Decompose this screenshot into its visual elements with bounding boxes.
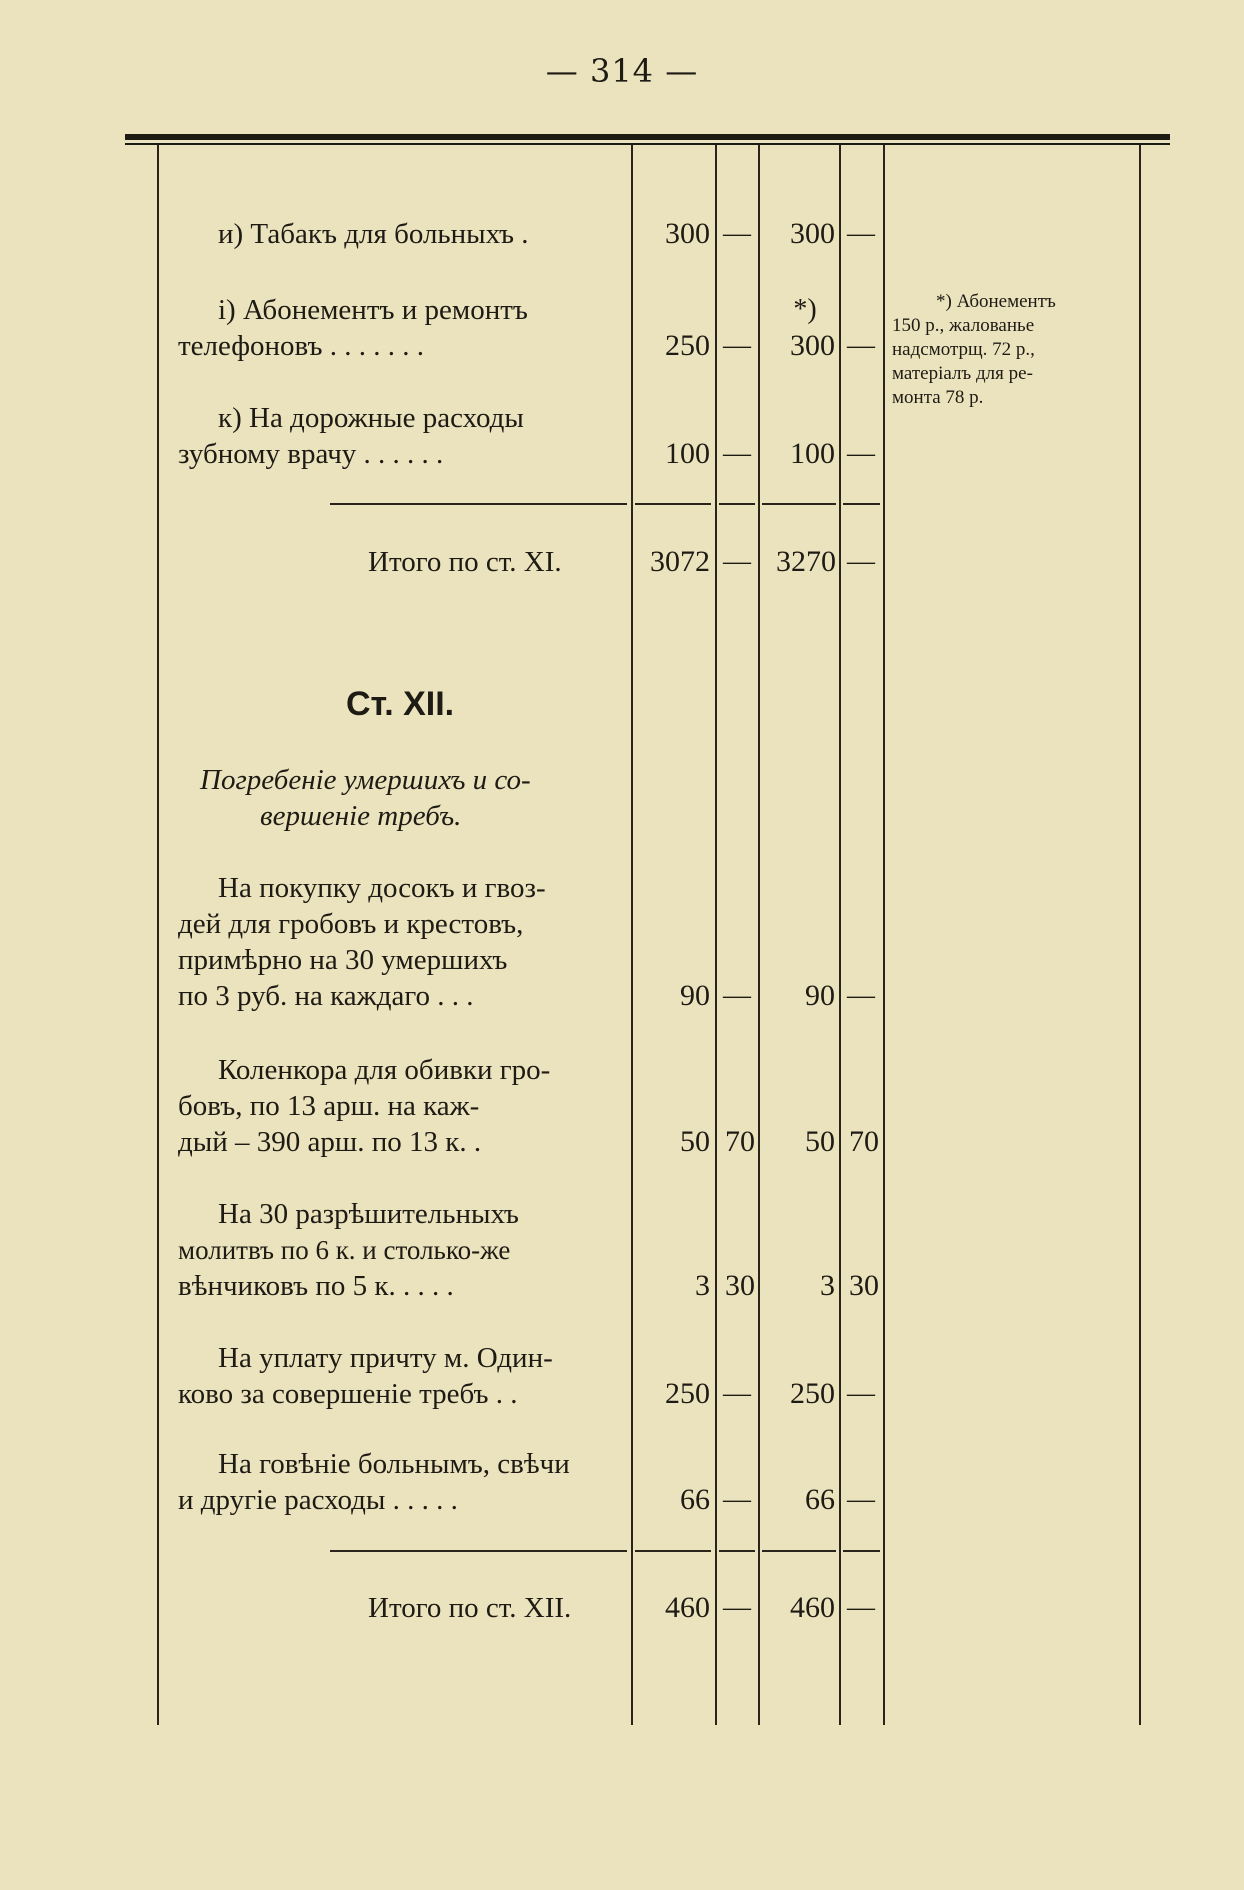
section-subtitle: вершеніе требъ. [260, 800, 462, 832]
footnote-line: 150 р., жалованье [892, 315, 1035, 336]
amount-c: 66 [805, 1483, 835, 1516]
footnote-mark: *) [793, 294, 817, 325]
sum-rule [843, 503, 880, 505]
section-title: Ст. XII. [346, 685, 455, 723]
total-c: 3270 [776, 545, 836, 578]
amount-d: — [847, 980, 875, 1011]
sum-rule [843, 1550, 880, 1552]
amount-d: — [847, 1378, 875, 1409]
sum-rule [330, 1550, 627, 1552]
amount-a: 100 [665, 437, 710, 470]
sum-rule [635, 1550, 711, 1552]
amount-d: — [847, 438, 875, 469]
amount-c: 3 [820, 1269, 835, 1302]
row-label: дый – 390 арш. по 13 к. . [178, 1126, 482, 1158]
row-label: по 3 руб. на каждаго . . . [178, 980, 474, 1012]
row-label: и другіе расходы . . . . . [178, 1484, 458, 1516]
footnote-line: монта 78 р. [892, 387, 984, 408]
amount-b: — [723, 218, 751, 249]
amount-b: 70 [725, 1125, 755, 1158]
column-line-left [157, 145, 159, 1725]
row-label: Коленкора для обивки гро- [218, 1054, 551, 1086]
total-d: — [847, 1592, 875, 1623]
row-label: бовъ, по 13 арш. на каж- [178, 1090, 480, 1122]
amount-d: — [847, 218, 875, 249]
amount-c: 300 [790, 217, 835, 250]
row-label: На уплату причту м. Один- [218, 1342, 553, 1374]
amount-c: 100 [790, 437, 835, 470]
row-label: молитвъ по 6 к. и столько-же [178, 1235, 511, 1265]
amount-c: 250 [790, 1377, 835, 1410]
amount-b: — [723, 1484, 751, 1515]
total-label: Итого по ст. XII. [368, 1592, 572, 1624]
sum-rule [762, 1550, 836, 1552]
total-c: 460 [790, 1591, 835, 1624]
column-line-e [883, 145, 885, 1725]
amount-b: 30 [725, 1269, 755, 1302]
amount-c: 50 [805, 1125, 835, 1158]
top-rule-thin [125, 143, 1170, 145]
total-a: 3072 [650, 545, 710, 578]
amount-c: 90 [805, 979, 835, 1012]
amount-b: — [723, 438, 751, 469]
footnote-line: *) Абонементъ [936, 291, 1056, 312]
amount-d: 70 [849, 1125, 879, 1158]
row-label: примѣрно на 30 умершихъ [178, 944, 508, 976]
amount-c: 300 [790, 329, 835, 362]
row-label: На 30 разрѣшительныхъ [218, 1198, 519, 1230]
total-label: Итого по ст. XI. [368, 546, 562, 578]
total-b: — [723, 546, 751, 577]
column-line-a [631, 145, 633, 1725]
section-subtitle: Погребеніе умершихъ и со- [200, 764, 531, 796]
footnote [892, 290, 1132, 410]
amount-a: 250 [665, 1377, 710, 1410]
footnote-line: надсмотрщ. 72 р., [892, 339, 1035, 360]
column-line-right [1139, 145, 1141, 1725]
amount-d: — [847, 1484, 875, 1515]
amount-b: — [723, 980, 751, 1011]
page-number: — 314 — [545, 52, 699, 90]
sum-rule [719, 1550, 755, 1552]
amount-b: — [723, 330, 751, 361]
row-label: На говѣніе больнымъ, свѣчи [218, 1448, 570, 1480]
amount-a: 90 [680, 979, 710, 1012]
sum-rule [719, 503, 755, 505]
amount-d: 30 [849, 1269, 879, 1302]
row-label: дей для гробовъ и крестовъ, [178, 908, 524, 940]
amount-d: — [847, 330, 875, 361]
amount-a: 50 [680, 1125, 710, 1158]
row-label: телефоновъ . . . . . . . [178, 330, 425, 362]
sum-rule [330, 503, 627, 505]
row-label: зубному врачу . . . . . . [178, 438, 444, 470]
top-rule [125, 134, 1170, 140]
amount-a: 300 [665, 217, 710, 250]
total-d: — [847, 546, 875, 577]
row-label: і) Абонементъ и ремонтъ [218, 294, 528, 326]
total-a: 460 [665, 1591, 710, 1624]
amount-a: 66 [680, 1483, 710, 1516]
sum-rule [635, 503, 711, 505]
row-label: к) На дорожные расходы [218, 402, 524, 434]
total-b: — [723, 1592, 751, 1623]
footnote-line: матеріалъ для ре- [892, 363, 1033, 384]
row-label: ково за совершеніе требъ . . [178, 1378, 518, 1410]
row-label: На покупку досокъ и гвоз- [218, 872, 546, 904]
sum-rule [762, 503, 836, 505]
amount-a: 250 [665, 329, 710, 362]
row-label: вѣнчиковъ по 5 к. . . . . [178, 1270, 454, 1302]
column-line-c [758, 145, 760, 1725]
amount-a: 3 [695, 1269, 710, 1302]
amount-b: — [723, 1378, 751, 1409]
row-label: и) Табакъ для больныхъ . [218, 218, 529, 250]
